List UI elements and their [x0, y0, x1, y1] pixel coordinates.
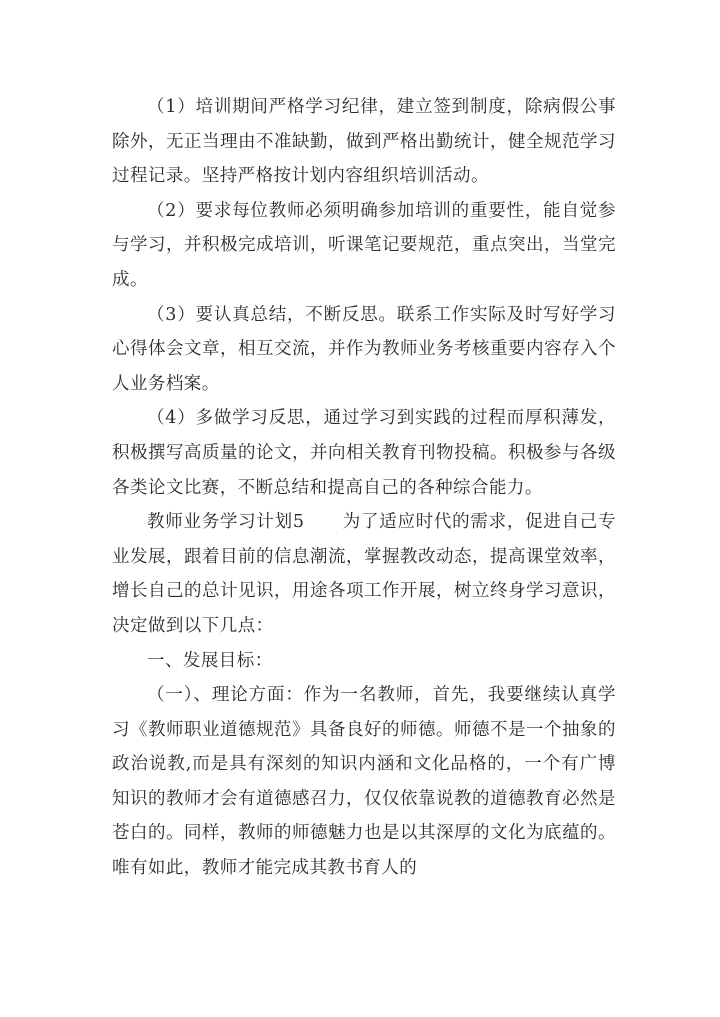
paragraph-reflection: （3）要认真总结，不断反思。联系工作实际及时写好学习心得体会文章，相互交流，并作为教师业务考核重要内容存入个人业务档案。 [112, 304, 616, 394]
paragraph-plan-intro [112, 505, 616, 643]
paragraph-theory: （一）、理论方面：作为一名教师，首先，我要继续认真学习《教师职业道德规范》具备良好的师德。师德不是一个抽象的政治说教,而是具有深刻的知识内涵和文化品格的，一个有广博知识的教师才会有道德感召力，仅仅依靠说教的道德教育必然是苍白的。同样，教师的师德魅力也是以其深厚的文化为底蕴的。唯有如此，教师才能完成其教书育人的 [112, 685, 616, 879]
document-body [112, 90, 616, 886]
paragraph-writing: （4）多做学习反思，通过学习到实践的过程而厚积薄发，积极撰写高质量的论文，并向相关教育刊物投稿。积极参与各级各类论文比赛，不断总结和提高自己的各种综合能力。 [112, 408, 616, 498]
section-heading: 一、发展目标： [147, 650, 273, 671]
paragraph-discipline: （1）培训期间严格学习纪律，建立签到制度，除病假公事除外，无正当理由不准缺勤，做到严格出勤统计，健全规范学习过程记录。坚持严格按计划内容组织培训活动。 [112, 97, 616, 187]
plan-intro-text: 为了适应时代的需求，促进自己专业发展，跟着目前的信息潮流，掌握教改动态，提高课堂效率，增长自己的总计见识，用途各项工作开展，树立终身学习意识，决定做到以下几点： [112, 512, 616, 636]
plan-title: 教师业务学习计划5 [147, 512, 305, 533]
paragraph-participation: （2）要求每位教师必须明确参加培训的重要性，能自觉参与学习，并积极完成培训，听课笔记要规范，重点突出，当堂完成。 [112, 200, 616, 290]
